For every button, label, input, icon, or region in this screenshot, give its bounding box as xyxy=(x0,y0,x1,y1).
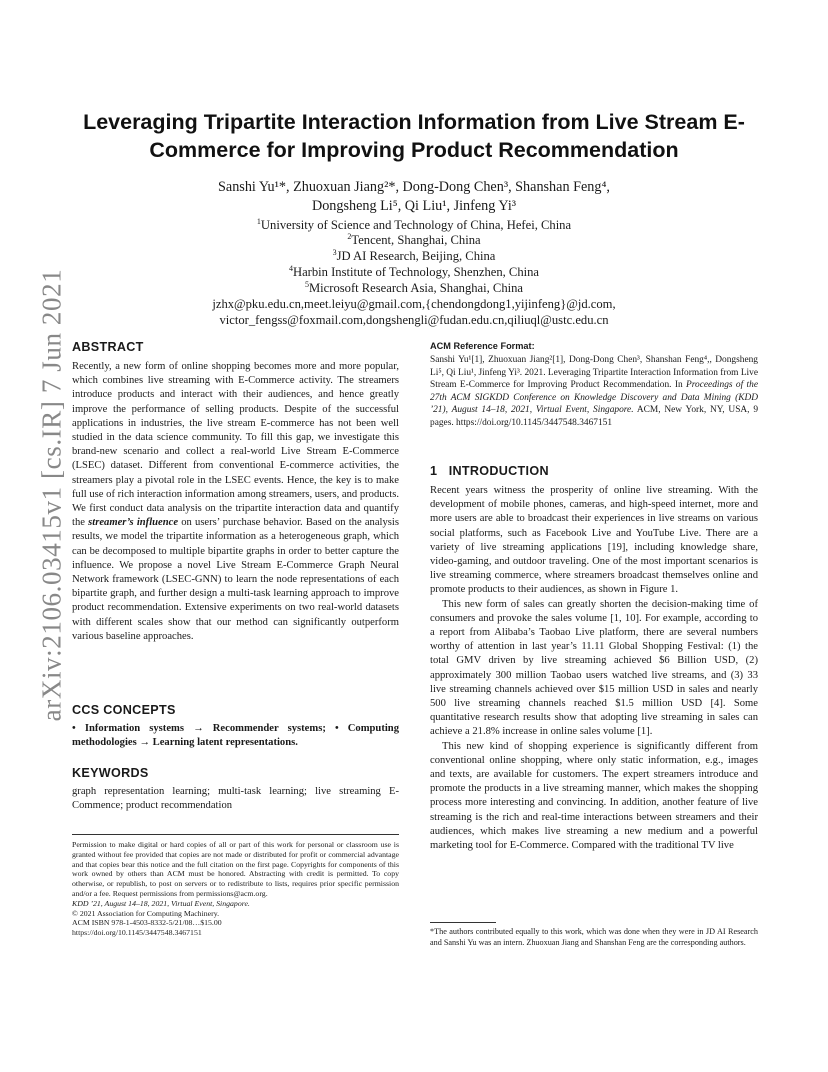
keywords-section xyxy=(72,766,399,813)
abstract-heading: ABSTRACT xyxy=(72,340,144,354)
affiliation-1: $^1$University of Science and Technology of China, Hefei, China xyxy=(256,216,572,232)
intro-paragraph-3: This new kind of shopping experience is significantly different from conventional online shopping, where only static information, e.g., images and texts, are available for customers. The expert streamers introduce and promote the products in a live streaming manner, which makes the shopping process more interesting and convincing. In addition, another feature of live streaming is the rich and real-time interactions between streamers and their audiences, which makes live streaming a new medium and a powerful marketing tool for E-Commerce. Compared with the traditional TV live xyxy=(430,740,758,852)
author-line-1: Sanshi Yu¹*, Zhuoxuan Jiang²*, Dong-Dong Chen³, Shanshan Feng⁴, xyxy=(218,179,610,195)
keywords-heading: KEYWORDS xyxy=(72,766,149,780)
affiliation-2: $^2$Tencent, Shanghai, China xyxy=(347,231,481,247)
introduction-heading: 1 INTRODUCTION xyxy=(430,464,549,478)
email-line-1: jzhx@pku.edu.cn,meet.leiyu@gmail.com,{chendongdong1,yijinfeng}@jd.com, xyxy=(212,297,616,311)
permission-divider xyxy=(72,834,399,835)
footnote: *The authors contributed equally to this work, which was done when they were in JD AI Research and Sanshi Yu was an intern. Zhuoxuan Jiang and Shanshan Feng are the corresponding authors. xyxy=(430,927,758,947)
abstract-text: Recently, a new form of online shopping becomes more and more popular, which combines live streaming with E-Commerce activity. The streamers introduce products and interact with their audiences, and hence greatly improve the performance of selling products. Despite of the successful applications in industries, the live stream E-commerce has not been well studied in the data science community. To fill this gap, we investigate this brand-new scenario and collect a real-world Live Stream E-Commerce (LSEC) dataset. Different from conventional E-commerce activities, the streamers play a pivotal role in the LSEC events. Hence, the key is to make full use of rich interaction information among streamers, users, and products. We first conduct data analysis on the tripartite interaction data and quantify the streamer’s influence on users’ purchase behavior. Based on the analysis results, we model the tripartite information as a heterogeneous graph, which can be decomposed to multiple bipartite graphs in order to better capture the influence. We propose a novel Live Stream E-Commerce Graph Neural Network framework (LSEC-GNN) to learn the node representations of each bipartite graph, and further design a multi-task learning approach to improve product recommendation. Extensive experiments on two real-world datasets with different scales show that our method can significantly outperform various baseline approaches. xyxy=(72,361,399,642)
intro-paragraph-2: This new form of sales can greatly shorten the decision-making time of consumers and provoke the sales volume [1, 10]. For example, according to a report from Alibaba’s Taobao Live platform, there are several numbers worthy of attention in last year’s 11.11 Global Shopping Festival: (1) the total GMV driven by live streaming achieved $6 Billion USD, (2) approximately 300 million Taobao users watched live streams, and (3) 33 live streaming channels achieved over $15 million USD in sales and nearly 500 live streaming channels reached $1.5 million USD [4]. Some quantitative research results show that adopting live streaming in sales can achieve a 21.8% increase in online sales volume [1]. xyxy=(430,598,758,738)
permission-text: Permission to make digital or hard copies of all or part of this work for personal or classroom use is granted without fee provided that copies are not made or distributed for profit or commercial advantage and that copies bear this notice and the full citation on the first page. Copyrights for components of this work owned by others than ACM must be honored. Abstracting with credit is permitted. To copy otherwise, or republish, to post on servers or to redistribute to lists, requires prior specific permission and/or a fee. Request permissions from permissions@acm.org. xyxy=(72,840,399,898)
introduction-section xyxy=(430,464,758,853)
conference-line: KDD ’21, August 14–18, 2021, Virtual Event, Singapore. xyxy=(72,898,250,908)
author-line-2: Dongsheng Li⁵, Qi Liu¹, Jinfeng Yi³ xyxy=(311,198,517,214)
ccs-heading: CCS CONCEPTS xyxy=(72,703,176,717)
acm-reference-heading: ACM Reference Format: xyxy=(430,341,535,351)
permission-block xyxy=(72,840,399,938)
copyright-line: © 2021 Association for Computing Machinery. xyxy=(72,908,220,918)
isbn-line: ACM ISBN 978-1-4503-8332-5/21/08…$15.00 xyxy=(72,918,222,928)
ccs-section xyxy=(72,703,399,750)
footnote-divider xyxy=(430,922,496,923)
affiliation-4: $^4$Harbin Institute of Technology, Shenzhen, China xyxy=(288,263,540,279)
paper-title: Leveraging Tripartite Interaction Information from Live Stream E-Commerce for Improving Product Recommendation xyxy=(83,110,745,162)
affiliation-3: $^3$JD AI Research, Beijing, China xyxy=(332,247,496,263)
arxiv-stamp: arXiv:2106.03415v1 [cs.IR] 7 Jun 2021 xyxy=(36,268,67,722)
abstract-emphasis: streamer’s influence xyxy=(88,517,179,529)
intro-paragraph-1: Recent years witness the prosperity of online live streaming. With the development of mobile phones, cameras, and high-speed internet, more and more users are able to broadcast their experiences in live streams on various social platforms, such as Facebook Live and YouTube Live. There are a variety of live streaming applications [19], including knowledge share, video-gaming, and outdoor traveling. One of the most important scenarios is live streaming commerce, where streamers broadcast themselves online and promote products to their audiences, as shown in Figure 1. xyxy=(430,485,758,596)
author-list xyxy=(90,178,738,216)
email-line-2: victor_fengss@foxmail.com,dongshengli@fudan.edu.cn,qiliuql@ustc.edu.cn xyxy=(219,313,609,327)
keywords-text: graph representation learning; multi-task learning; live streaming E-Commence; product recommendation xyxy=(72,786,399,812)
doi-line: https://doi.org/10.1145/3447548.3467151 xyxy=(72,928,202,938)
introduction-body xyxy=(430,484,758,853)
acm-reference-text: Sanshi Yu¹[1], Zhuoxuan Jiang²[1], Dong-Dong Chen³, Shanshan Feng⁴,, Dongsheng Li⁵, Qi Liu¹, Jinfeng Yi³. 2021. Leveraging Tripartite Interaction Information from Live Stream E-Commerce for Improving Product Recommendation. In Proceedings of the 27th ACM SIGKDD Conference on Knowledge Discovery and Data Mining (KDD ’21), August 14–18, 2021, Virtual Event, Singapore. ACM, New York, NY, USA, 9 pages. https://doi.org/10.1145/3447548.3467151 xyxy=(430,355,759,428)
ccs-text: • Information systems → Recommender systems; • Computing methodologies → Learning latent representations. xyxy=(72,723,399,749)
acm-reference-section xyxy=(430,341,758,430)
affiliation-5: $^5$Microsoft Research Asia, Shanghai, China xyxy=(304,279,524,295)
abstract-section xyxy=(72,340,399,644)
